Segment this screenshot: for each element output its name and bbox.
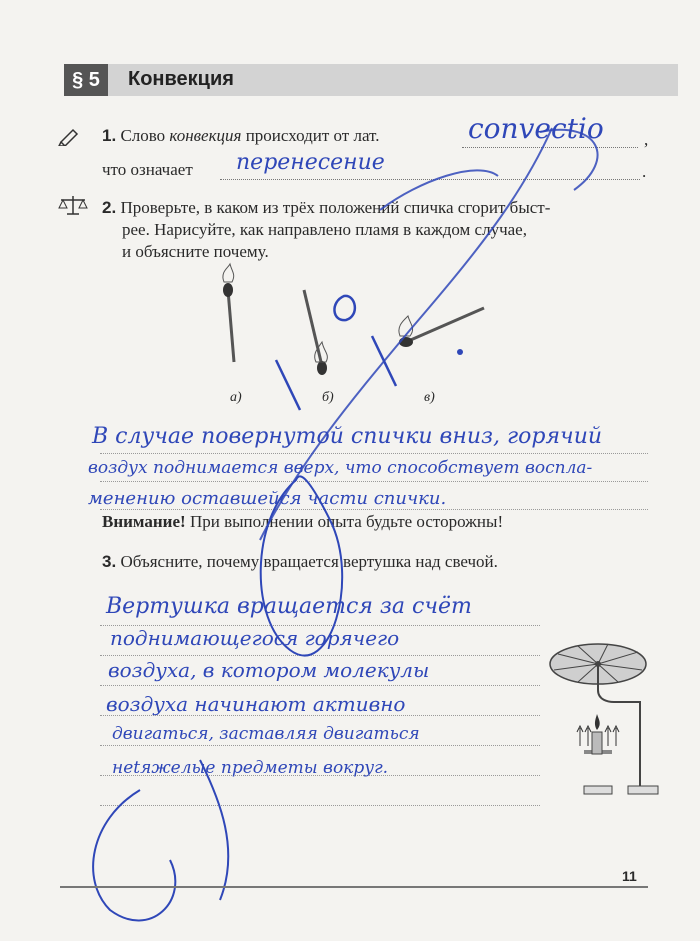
q2-number: 2. [102, 198, 117, 217]
answer-rule [100, 684, 540, 686]
warning-label: Внимание! [102, 512, 186, 531]
answer-rule [100, 480, 648, 482]
pencil-icon [58, 126, 82, 146]
question-1 [102, 126, 379, 146]
section-tag: § 5 [64, 64, 108, 96]
caption-b: б) [322, 390, 334, 405]
q2-answer-line-3: менению оставшейся части спички. [88, 488, 447, 509]
q3-answer-line-1: Вертушка вращается за счёт [106, 594, 472, 619]
q1-answer-line-a[interactable] [462, 146, 638, 148]
question-3 [102, 552, 498, 572]
q1-answer-b: перенесение [236, 150, 385, 175]
q2-answer-line-1: В случае повернутой спички вниз, горячий [92, 424, 603, 449]
q1-text-d: что означает [102, 160, 193, 179]
caption-c: в) [424, 390, 435, 405]
matches-illustration [200, 262, 500, 392]
warning-text [102, 512, 503, 532]
q1-period: . [642, 162, 647, 181]
answer-rule [100, 804, 540, 806]
q2-answer-line-2: воздух поднимается вверх, что способствует воспла- [88, 458, 593, 478]
q3-answer-line-2: поднимающегося горячего [110, 626, 400, 650]
q1-answer-a: convectio [468, 112, 604, 145]
q3-answer-line-5: двигаться, заставляя двигаться [112, 724, 420, 744]
q1-text-c: происходит от лат. [245, 126, 380, 145]
scales-icon [58, 194, 88, 216]
footer-rule [60, 886, 648, 888]
q3-answer-line-4: воздуха начинают активно [106, 692, 406, 716]
q1-text-a: Слово [120, 126, 166, 145]
answer-rule [100, 744, 540, 746]
q1-number: 1. [102, 126, 117, 145]
q2-line-3: и объясните почему. [122, 242, 269, 261]
q1-answer-line-b[interactable] [220, 178, 640, 180]
q3-number: 3. [102, 552, 117, 571]
pinwheel-candle-illustration [548, 640, 672, 800]
q2-line-2: рее. Нарисуйте, как направлено пламя в каждом случае, [122, 220, 527, 239]
page-number: 11 [622, 868, 637, 884]
section-title: Конвекция [128, 68, 234, 90]
answer-rule [100, 654, 540, 656]
q1-comma: , [644, 130, 649, 149]
caption-a: а) [230, 390, 242, 405]
answer-rule [100, 452, 648, 454]
q3-text: Объясните, почему вращается вертушка над свечой. [120, 552, 498, 571]
warning-message: При выполнении опыта будьте осторожны! [189, 512, 504, 531]
q2-line-1-text: Проверьте, в каком из трёх положений спичка сгорит быст- [120, 198, 551, 217]
q3-answer-line-3: воздуха, в котором молекулы [108, 658, 430, 682]
q3-answer-line-6: неtяжелые предметы вокруг. [112, 758, 389, 778]
q1-term: конвекция [169, 126, 242, 145]
q2-line-1 [102, 198, 550, 218]
